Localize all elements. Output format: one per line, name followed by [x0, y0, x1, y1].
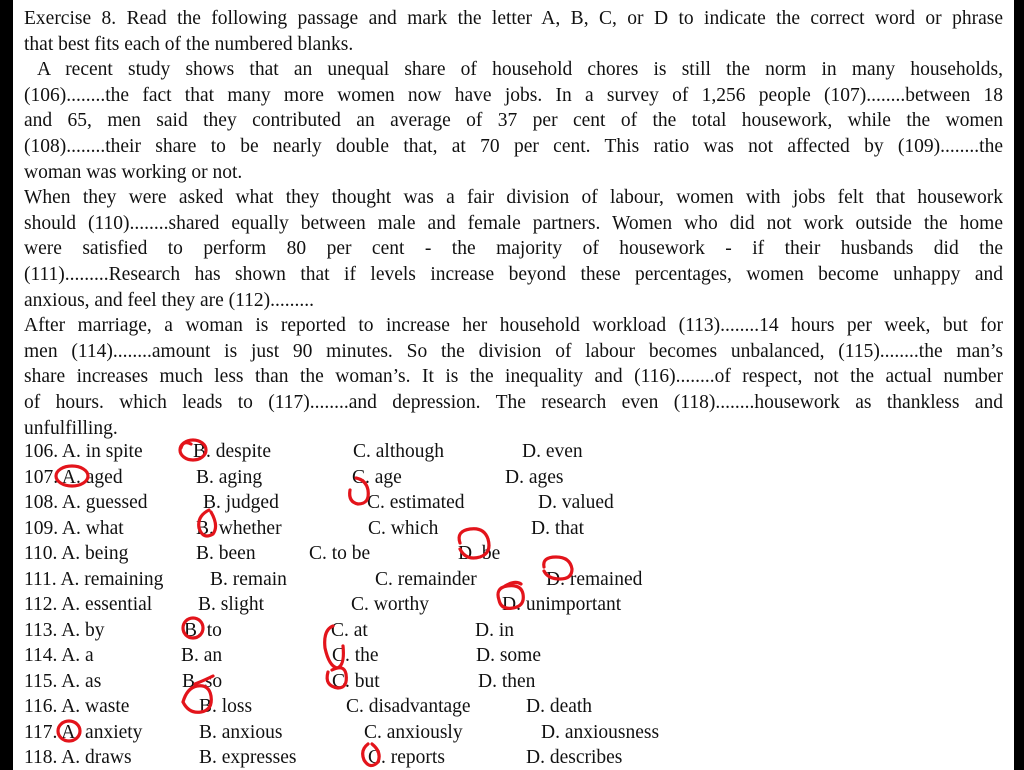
question-115-option-c[interactable]: C. but — [332, 671, 380, 692]
question-116-option-d[interactable]: D. death — [526, 696, 593, 717]
question-111-option-c[interactable]: C. remainder — [375, 569, 477, 590]
passage-line: (108)........their share to be nearly double that, at 70 per cent. This ratio was not affected by (109)........the — [24, 135, 1003, 157]
question-117-option-b[interactable]: B. anxious — [199, 722, 283, 743]
question-108-option-c[interactable]: C. estimated — [367, 492, 465, 513]
question-116-option-b[interactable]: B. loss — [199, 696, 253, 717]
passage-line: A recent study shows that an unequal share of household chores is still the norm in many households, — [37, 59, 1003, 81]
question-113-option-d[interactable]: D. in — [475, 620, 514, 641]
question-109-option-b[interactable]: B. whether — [196, 518, 282, 539]
question-109-option-c[interactable]: C. which — [368, 518, 439, 539]
question-106-option-b[interactable]: B. despite — [193, 441, 271, 462]
passage-line: and 65, men said they contributed an average of 37 per cent of the total housework, while the women — [24, 110, 1003, 132]
question-115-option-a[interactable]: 115. A. as — [24, 671, 102, 692]
question-112-option-c[interactable]: C. worthy — [351, 594, 429, 615]
right-border — [1014, 0, 1024, 770]
question-112-option-a[interactable]: 112. A. essential — [24, 594, 153, 615]
question-114-option-d[interactable]: D. some — [476, 645, 541, 666]
question-109-option-a[interactable]: 109. A. what — [24, 518, 124, 539]
question-108-option-a[interactable]: 108. A. guessed — [24, 492, 148, 513]
question-118-option-b[interactable]: B. expresses — [199, 747, 297, 768]
question-112-option-d[interactable]: D. unimportant — [502, 594, 622, 615]
question-115-option-d[interactable]: D. then — [478, 671, 536, 692]
worksheet-page — [13, 0, 1014, 770]
answer-stroke-106 — [181, 443, 191, 448]
passage-line: share increases much less than the woman’s. It is the inequality and (116)........of respect, not the actual number — [24, 366, 1003, 388]
question-117-option-c[interactable]: C. anxiously — [364, 722, 463, 743]
question-117-option-a[interactable]: 117. A. anxiety — [24, 722, 143, 743]
passage-line: anxious, and feel they are (112)......... — [24, 289, 315, 311]
question-114-option-a[interactable]: 114. A. a — [24, 645, 94, 666]
question-110-option-a[interactable]: 110. A. being — [24, 543, 129, 564]
passage-line: unfulfilling. — [24, 417, 118, 439]
passage-line: men (114)........amount is just 90 minutes. So the division of labour becomes unbalanced, (115)........the man’s — [24, 340, 1003, 362]
question-117-option-d[interactable]: D. anxiousness — [541, 722, 660, 743]
answer-stroke-112 — [505, 582, 521, 586]
question-111-option-d[interactable]: D. remained — [546, 569, 643, 590]
instruction-line: that best fits each of the numbered blanks. — [24, 33, 354, 55]
question-116-option-a[interactable]: 116. A. waste — [24, 696, 130, 717]
passage-line: After marriage, a woman is reported to increase her household workload (113)........14 hours per week, but for — [24, 315, 1003, 337]
question-118-option-c[interactable]: C. reports — [368, 747, 445, 768]
passage-line: When they were asked what they thought was a fair division of labour, women with jobs felt that housework — [24, 187, 1003, 209]
passage-line: of hours. which leads to (117)........and depression. The research even (118)........housework as thankless and — [24, 391, 1003, 413]
passage-line: (111).........Research has shown that if levels increase beyond these percentages, women become unhappy and — [24, 263, 1003, 285]
question-106-option-d[interactable]: D. even — [522, 441, 583, 462]
question-113-option-a[interactable]: 113. A. by — [24, 620, 105, 641]
passage-block — [24, 6, 1003, 441]
passage-line: (106)........the fact that many more women now have jobs. In a survey of 1,256 people (107)........between 18 — [24, 84, 1003, 106]
question-118-option-a[interactable]: 118. A. draws — [24, 747, 132, 768]
question-107-option-d[interactable]: D. ages — [505, 467, 564, 488]
question-112-option-b[interactable]: B. slight — [198, 594, 265, 615]
question-113-option-c[interactable]: C. at — [331, 620, 368, 641]
question-115-option-b[interactable]: B. so — [182, 671, 223, 692]
question-107-option-c[interactable]: C. age — [352, 467, 402, 488]
question-109-option-d[interactable]: D. that — [531, 518, 585, 539]
passage-line: should (110)........shared equally between male and female partners. Women who did not work outside the home — [24, 212, 1003, 234]
left-border — [0, 0, 13, 770]
passage-line: woman was working or not. — [24, 161, 243, 183]
question-107-option-b[interactable]: B. aging — [196, 467, 263, 488]
question-107-option-a[interactable]: 107. A. aged — [24, 467, 123, 488]
question-114-option-b[interactable]: B. an — [181, 645, 223, 666]
question-110-option-c[interactable]: C. to be — [309, 543, 371, 564]
question-110-option-b[interactable]: B. been — [196, 543, 256, 564]
instruction-line: Exercise 8. Read the following passage and mark the letter A, B, C, or D to indicate the correct word or phrase — [24, 8, 1003, 29]
question-108-option-d[interactable]: D. valued — [538, 492, 614, 513]
question-111-option-b[interactable]: B. remain — [210, 569, 287, 590]
question-110-option-d[interactable]: D. be — [458, 543, 501, 564]
passage-line: were satisfied to perform 80 per cent - the majority of housework - if their husbands did the — [24, 238, 1003, 260]
question-106-option-a[interactable]: 106. A. in spite — [24, 441, 143, 462]
question-118-option-d[interactable]: D. describes — [526, 747, 623, 768]
question-111-option-a[interactable]: 111. A. remaining — [24, 569, 164, 590]
question-113-option-b[interactable]: B. to — [184, 620, 222, 641]
question-106-option-c[interactable]: C. although — [353, 441, 444, 462]
question-116-option-c[interactable]: C. disadvantage — [346, 696, 471, 717]
question-108-option-b[interactable]: B. judged — [203, 492, 279, 513]
question-114-option-c[interactable]: C. the — [332, 645, 379, 666]
